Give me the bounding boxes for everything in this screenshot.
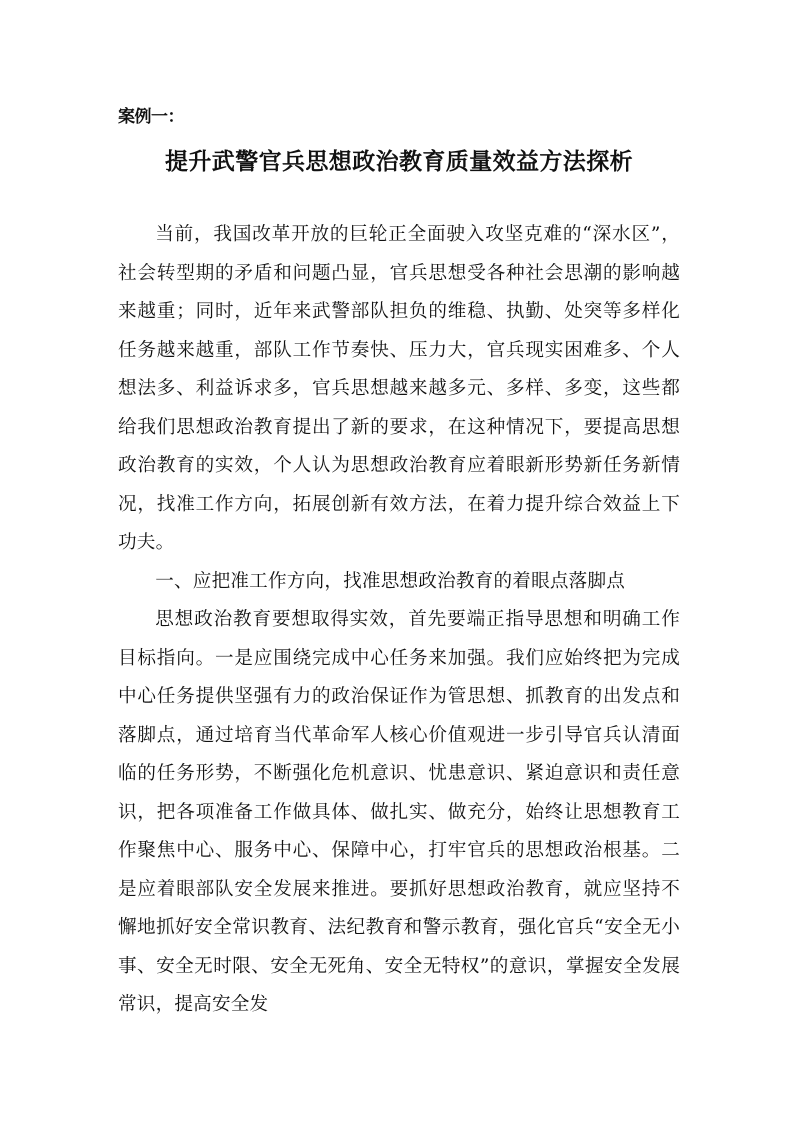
intro-paragraph: 当前，我国改革开放的巨轮正全面驶入攻坚克难的“深水区”，社会转型期的矛盾和问题凸显，官兵思想受各种社会思潮的影响越来越重；同时，近年来武警部队担负的维稳、执勤、处突等多样化任务越来越重，部队工作节奏快、压力大，官兵现实困难多、个人想法多、利益诉求多，官兵思想越来越多元、多样、多变，这些都给我们思想政治教育提出了新的要求，在这种情况下，要提高思想政治教育的实效，个人认为思想政治教育应着眼新形势新任务新情况，找准工作方向，拓展创新有效方法，在着力提升综合效益上下功夫。 xyxy=(118,224,680,553)
case-label: 案例一： xyxy=(118,107,184,127)
section-heading-1: 一、应把准工作方向，找准思想政治教育的着眼点落脚点 xyxy=(155,570,626,592)
document-body xyxy=(118,216,680,1025)
document-title: 提升武警官兵思想政治教育质量效益方法探析 xyxy=(165,149,633,175)
section-1-paragraph: 思想政治教育要想取得实效，首先要端正指导思想和明确工作目标指向。一是应围绕完成中心任务来加强。我们应始终把为完成中心任务提供坚强有力的政治保证作为管思想、抓教育的出发点和落脚点，通过培育当代革命军人核心价值观进一步引导官兵认清面临的任务形势，不断强化危机意识、忧患意识、紧迫意识和责任意识，把各项准备工作做具体、做扎实、做充分，始终让思想教育工作聚焦中心、服务中心、保障中心，打牢官兵的思想政治根基。二是应着眼部队安全发展来推进。要抓好思想政治教育，就应坚持不懈地抓好安全常识教育、法纪教育和警示教育，强化官兵“安全无小事、安全无时限、安全无死角、安全无特权”的意识，掌握安全发展常识，提高安全发 xyxy=(118,609,680,1015)
document-page xyxy=(118,104,680,1025)
